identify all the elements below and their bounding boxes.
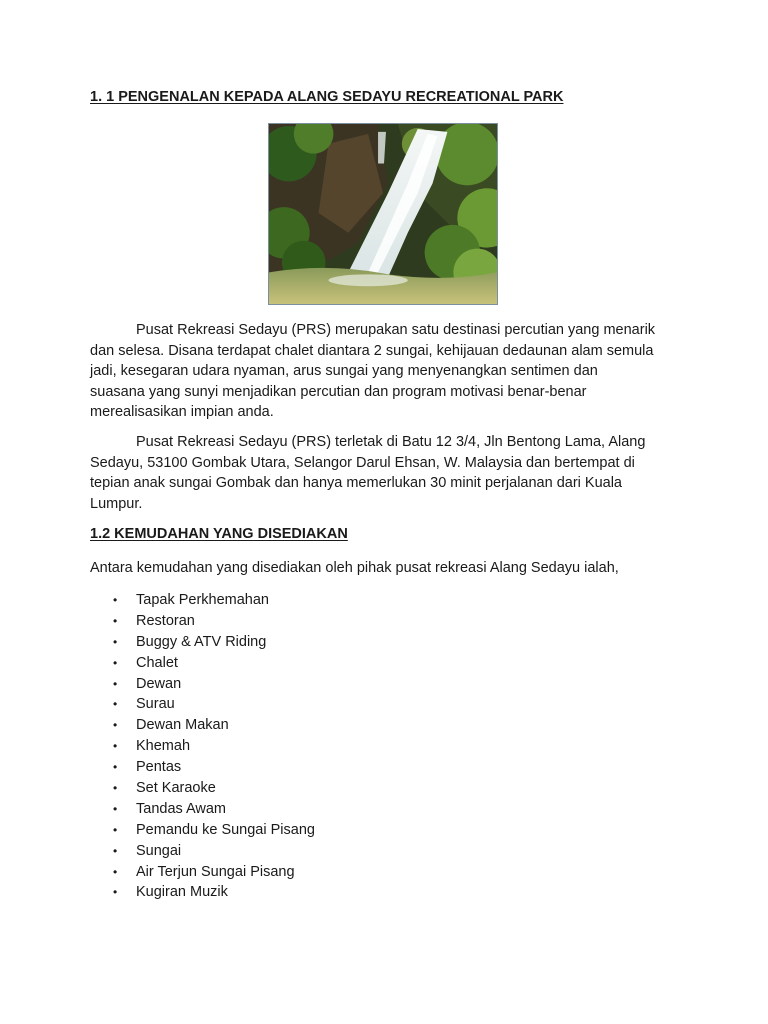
list-item-label: Dewan <box>136 675 182 692</box>
list-item <box>90 694 315 715</box>
paragraph-line: dan selesa. Disana terdapat chalet diantara 2 sungai, kehijauan dedaunan alam semula <box>90 342 654 359</box>
bullet-icon: • <box>113 739 118 754</box>
paragraph-line: Pusat Rekreasi Sedayu (PRS) merupakan satu destinasi percutian yang menarik <box>136 322 656 338</box>
list-item <box>90 778 315 799</box>
list-item <box>90 882 315 903</box>
section-heading-facilities: 1.2 KEMUDAHAN YANG DISEDIAKAN <box>90 526 348 542</box>
bullet-icon: • <box>113 864 118 879</box>
bullet-icon: • <box>113 760 118 775</box>
bullet-icon: • <box>113 801 118 816</box>
paragraph-line: jadi, kesegaran udara nyaman, arus sungai yang menyenangkan sentimen dan <box>90 363 598 379</box>
list-item-label: Chalet <box>136 654 178 671</box>
paragraph-line: suasana yang sunyi menjadikan percutian dan program motivasi benar-benar <box>90 383 587 400</box>
list-item-label: Pentas <box>136 759 182 776</box>
list-item <box>90 611 315 632</box>
bullet-icon: • <box>113 634 118 649</box>
list-item-label: Kugiran Muzik <box>136 884 228 901</box>
bullet-icon: • <box>113 885 118 900</box>
list-item-label: Pemandu ke Sungai Pisang <box>136 821 315 838</box>
list-item-label: Set Karaoke <box>136 780 216 797</box>
list-item <box>90 715 315 736</box>
list-item <box>90 799 315 820</box>
list-item <box>90 862 315 883</box>
waterfall-illustration <box>269 124 497 304</box>
bullet-icon: • <box>113 613 118 628</box>
facilities-list <box>90 590 315 903</box>
list-item-label: Restoran <box>136 612 195 629</box>
waterfall-photo <box>268 123 498 305</box>
bullet-icon: • <box>113 843 118 858</box>
bullet-icon: • <box>113 822 118 837</box>
list-item <box>90 653 315 674</box>
paragraph-line: merealisasikan impian anda. <box>90 404 274 420</box>
section-heading-introduction: 1. 1 PENGENALAN KEPADA ALANG SEDAYU RECREATIONAL PARK <box>90 89 564 105</box>
list-item-label: Tapak Perkhemahan <box>136 592 269 608</box>
paragraph-line: Pusat Rekreasi Sedayu (PRS) terletak di Batu 12 3/4, Jln Bentong Lama, Alang <box>136 434 646 450</box>
bullet-icon: • <box>113 676 118 691</box>
list-item-label: Sungai <box>136 842 182 859</box>
list-item-label: Khemah <box>136 738 191 755</box>
bullet-icon: • <box>113 781 118 796</box>
list-item <box>90 736 315 757</box>
list-item <box>90 820 315 841</box>
bullet-icon: • <box>113 593 118 607</box>
list-item <box>90 757 315 778</box>
list-item <box>90 841 315 862</box>
list-item-label: Surau <box>136 696 175 713</box>
list-item <box>90 590 315 611</box>
intro-paragraph <box>90 320 680 423</box>
list-item <box>90 674 315 695</box>
facilities-intro: Antara kemudahan yang disediakan oleh pihak pusat rekreasi Alang Sedayu ialah, <box>90 560 619 576</box>
list-item-label: Tandas Awam <box>136 800 227 817</box>
paragraph-line: tepian anak sungai Gombak dan hanya memerlukan 30 minit perjalanan dari Kuala <box>90 475 622 491</box>
bullet-icon: • <box>113 718 118 733</box>
paragraph-line: Lumpur. <box>90 495 143 512</box>
list-item-label: Buggy & ATV Riding <box>136 633 267 650</box>
bullet-icon: • <box>113 697 118 712</box>
list-item-label: Air Terjun Sungai Pisang <box>136 863 295 880</box>
location-paragraph <box>90 432 680 514</box>
bullet-icon: • <box>113 655 118 670</box>
paragraph-line: Sedayu, 53100 Gombak Utara, Selangor Darul Ehsan, W. Malaysia dan bertempat di <box>90 454 635 471</box>
list-item-label: Dewan Makan <box>136 717 229 734</box>
list-item <box>90 632 315 653</box>
